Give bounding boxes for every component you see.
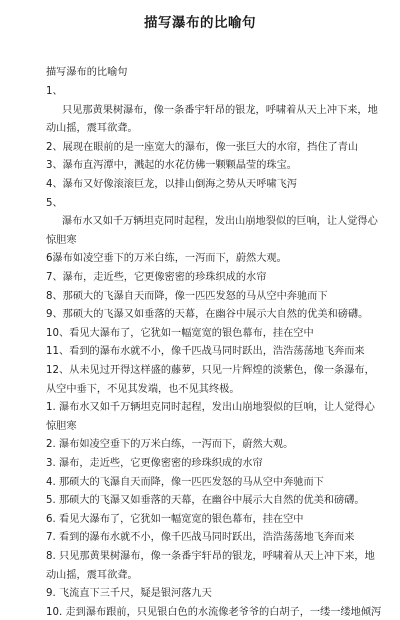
text-line: 10、看见大瀑布了，它犹如一幅宽宽的银色幕布，挂在空中 xyxy=(46,328,314,339)
text-line: 9、那硕大的飞瀑又如垂落的天幕，在幽谷中展示大自然的优美和磅礴。 xyxy=(46,309,369,320)
text-line: 动山摇，震耳欲聋。 xyxy=(46,570,138,581)
text-line: 4. 那硕大的飞瀑自天而降，像一匹匹发怒的马从空中奔驰而下 xyxy=(46,477,324,488)
text-line: 1、 xyxy=(46,86,63,97)
text-line: 7、瀑布，走近些，它更像密密的珍珠织成的水帘 xyxy=(46,272,267,283)
page-title: 描写瀑布的比喻句 xyxy=(144,15,256,31)
text-line: 惊胆寒 xyxy=(46,235,77,246)
text-line: 3、瀑布直泻潭中，溅起的水花仿佛一颗颗晶莹的珠宝。 xyxy=(46,160,297,171)
text-line: 1. 瀑布水又如千万辆坦克同时起程，发出山崩地裂似的巨响，让人觉得心 xyxy=(46,402,375,413)
text-line: 瀑布水又如千万辆坦克同时起程，发出山崩地裂似的巨响，让人觉得心 xyxy=(62,216,378,227)
text-line: 7. 看到的瀑布水就不小，像千匹战马同时跃出，浩浩荡荡地飞奔而来 xyxy=(46,532,355,543)
text-line: 6瀑布如凌空垂下的万米白练，一泻而下，蔚然大观。 xyxy=(46,253,287,264)
text-line: 12、从未见过开得这样盛的藤萝，只见一片辉煌的淡紫色，像一条瀑布， xyxy=(46,365,375,376)
text-line: 4、瀑布又好像滚滚巨龙，以排山倒海之势从天呼啸飞泻 xyxy=(46,179,297,190)
text-line: 2、展现在眼前的是一座宽大的瀑布，像一张巨大的水帘，挡住了青山 xyxy=(46,142,359,153)
text-line: 3. 瀑布，走近些，它更像密密的珍珠织成的水帘 xyxy=(46,458,263,469)
text-line: 8. 只见那黄果树瀑布，像一条番宇轩昂的银龙，呼啸着从天上冲下来，地 xyxy=(46,551,375,562)
text-line: 6. 看见大瀑布了，它犹如一幅宽宽的银色幕布，挂在空中 xyxy=(46,514,304,525)
text-line: 5. 那硕大的飞瀑又如垂落的天幕，在幽谷中展示大自然的优美和磅礴。 xyxy=(46,495,365,506)
text-line: 8、那硕大的飞瀑自天而降，像一匹匹发怒的马从空中奔驰而下 xyxy=(46,291,328,302)
text-line: 9. 飞流直下三千尺，疑是银河落九天 xyxy=(46,588,212,599)
text-line: 10. 走到瀑布跟前，只见银白色的水流像老爷爷的白胡子，一缕一缕地倾泻 xyxy=(46,607,382,618)
text-line: 惊胆寒 xyxy=(46,421,77,432)
text-line: 2. 瀑布如凌空垂下的万米白练，一泻而下，蔚然大观。 xyxy=(46,439,294,450)
text-line: 从空中垂下，不见其发端，也不见其终极。 xyxy=(46,384,240,395)
text-line: 只见那黄果树瀑布，像一条番宇轩昂的银龙，呼啸着从天上冲下来，地 xyxy=(62,105,378,116)
text-line: 5、 xyxy=(46,198,63,209)
section-heading: 描写瀑布的比喻句 xyxy=(46,67,128,78)
text-line: 11、看到的瀑布水就不小，像千匹战马同时跃出，浩浩荡荡地飞奔而来 xyxy=(46,346,365,357)
text-line: 动山摇，震耳欲聋。 xyxy=(46,123,138,134)
